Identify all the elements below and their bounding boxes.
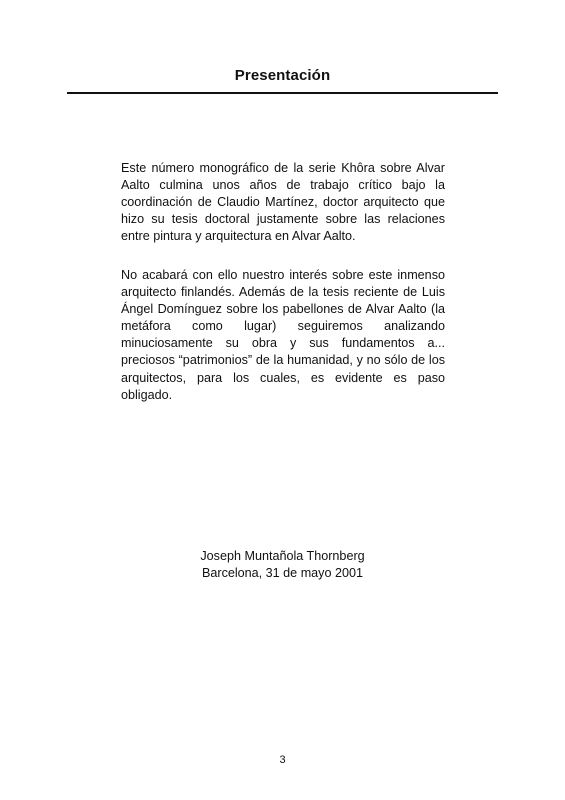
signature-author: Joseph Muntañola Thornberg bbox=[200, 549, 365, 563]
paragraph-2: No acabará con ello nuestro interés sobre este inmenso arquitecto finlandés. Además de la tesis reciente de Luis Ángel Domínguez sobre los pabellones de Alvar Aalto (la metáfora como lugar) seguiremos analizando minuciosamente su obra y sus fundamentos a... preciosos “patrimonios” de la humanidad, y no sólo de los arquitectos, para los cuales, es evidente es paso obligado. bbox=[121, 268, 445, 402]
signature-place-date: Barcelona, 31 de mayo 2001 bbox=[201, 565, 364, 580]
signature-block bbox=[0, 548, 565, 581]
page-title: Presentación bbox=[234, 67, 331, 84]
title-underline-rule bbox=[67, 92, 498, 94]
page-number: 3 bbox=[279, 754, 286, 766]
paragraph-1: Este número monográfico de la serie Khôra sobre Alvar Aalto culmina unos años de trabajo crítico bajo la coordinación de Claudio Martínez, doctor arquitecto que hizo su tesis doctoral justamente sobre las relaciones entre pintura y arquitectura en Alvar Aalto. bbox=[121, 161, 445, 244]
